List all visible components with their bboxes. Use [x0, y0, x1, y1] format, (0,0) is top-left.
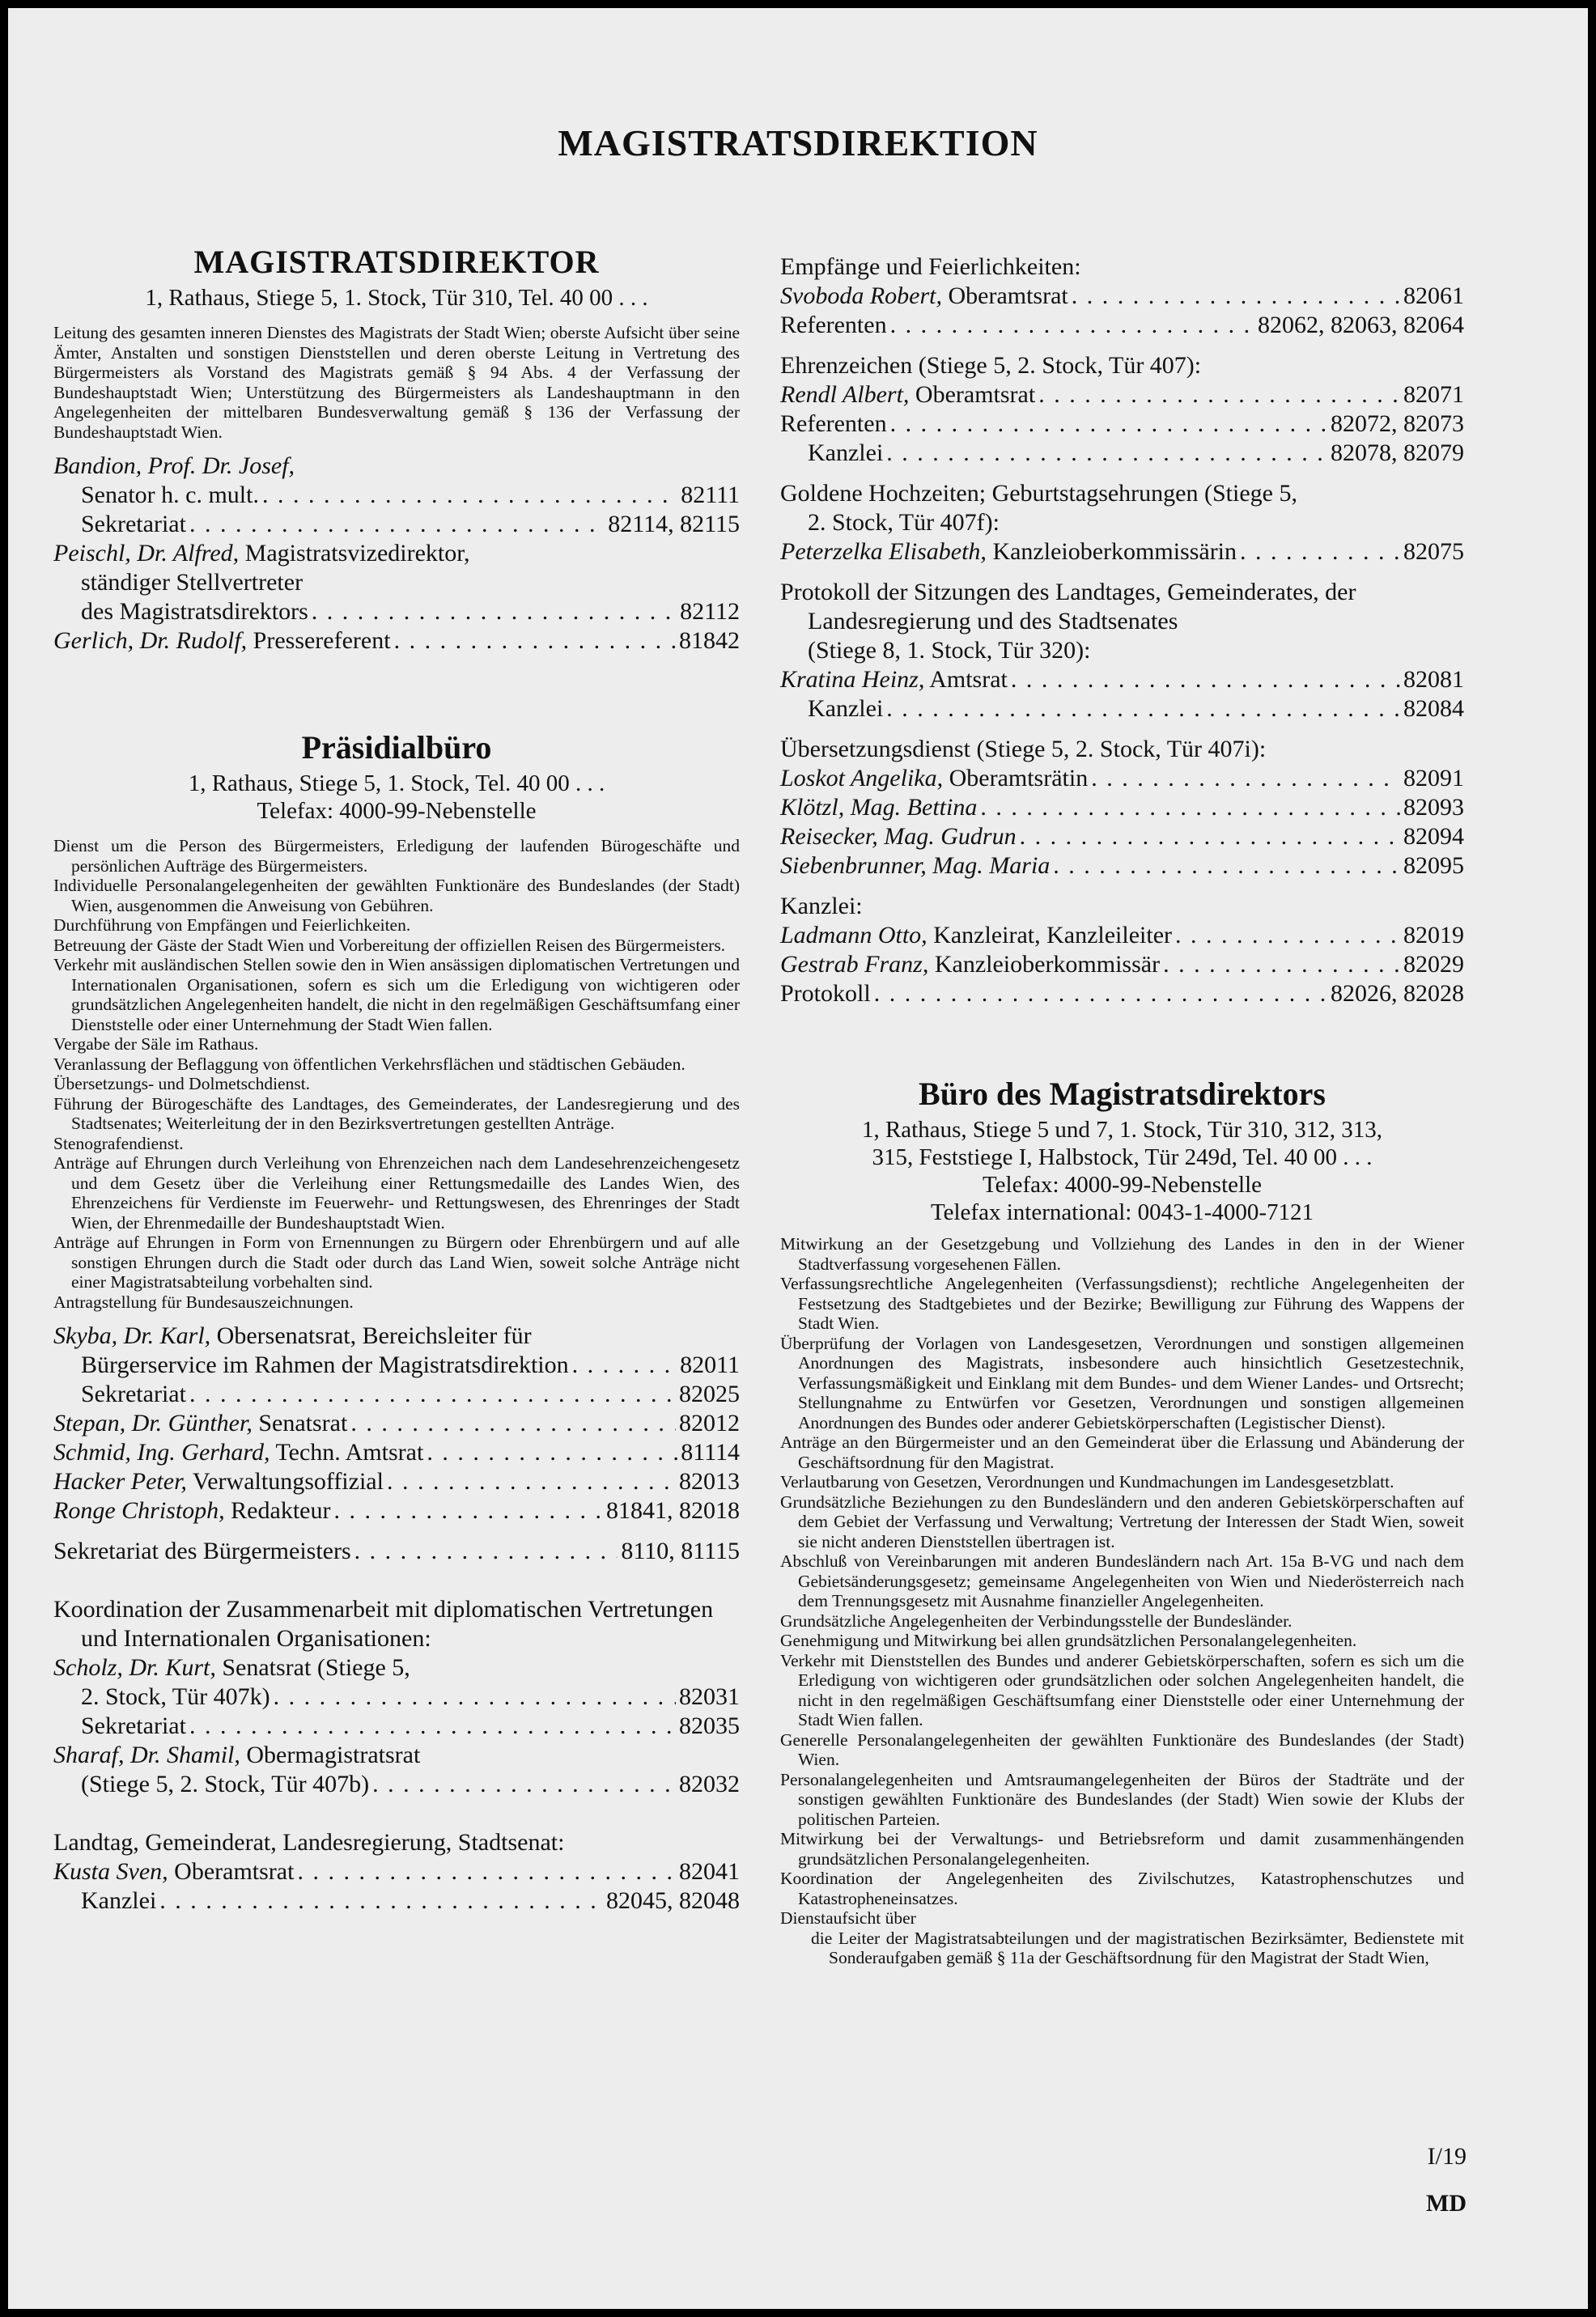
entry-row [780, 950, 1464, 979]
description-item: Vergabe der Säle im Rathaus. [53, 1034, 259, 1054]
description-item: Individuelle Personalangelegenheiten der gewählten Funktionäre des Bundeslandes (der Stadt) Wien, ausgenommen die Anweisung von Gebühren. [53, 876, 740, 915]
dot-leader [874, 979, 1327, 1008]
phone-extension: 82025 [679, 1381, 740, 1407]
entry-row [780, 537, 1464, 567]
entry-row [780, 665, 1464, 694]
entry-label [53, 626, 391, 656]
description-item: Dienst um die Person des Bürgermeisters, Erledigung der laufenden Bürogeschäfte und persönlichen Aufträge des Bürgermeisters. [53, 836, 740, 876]
entry-label: Kanzlei [81, 1887, 157, 1914]
subsection-heading: Goldene Hochzeiten; Geburtstagsehrungen (Stiege 5, [780, 480, 1297, 507]
person-name: Svoboda Robert, [780, 282, 942, 309]
entry-row [53, 1438, 740, 1467]
dot-leader [297, 1857, 676, 1886]
address: 1, Rathaus, Stiege 5, 1. Stock, Tel. 40 00 . . . [188, 770, 605, 796]
description [780, 1234, 1464, 1968]
person-name: Peterzelka Elisabeth, [780, 538, 987, 565]
phone-extension: 82029 [1403, 951, 1464, 978]
entry-label [53, 1438, 423, 1467]
address: 1, Rathaus, Stiege 5, 1. Stock, Tür 310, Tel. 40 00 . . . [145, 285, 648, 311]
description-item: Grundsätzliche Angelegenheiten der Verbindungsstelle der Bundesländer. [780, 1610, 1293, 1631]
phone-extension: 82094 [1403, 823, 1464, 850]
entry-label: Protokoll [780, 980, 871, 1007]
entry-row [53, 626, 740, 656]
person-name: Klötzl, Mag. Bettina [780, 794, 978, 821]
entry-label [53, 1467, 384, 1496]
person-role: Oberamtsrat [909, 381, 1036, 408]
phone-extension: 82011 [680, 1352, 740, 1378]
person-name: Scholz, Dr. Kurt, [53, 1654, 216, 1681]
phone-extension: 82013 [679, 1468, 740, 1495]
dot-leader [1240, 537, 1400, 567]
dot-leader [189, 1380, 676, 1409]
entry-label [780, 380, 1035, 410]
phone-extension: 82075 [1403, 538, 1464, 565]
person-role: Pressereferent [247, 627, 391, 654]
person-name: Ronge Christoph, [53, 1497, 225, 1524]
subsection-heading: 2. Stock, Tür 407f): [808, 509, 1000, 536]
entry-role: ständiger Stellvertreter [81, 569, 303, 596]
description-item: Mitwirkung an der Gesetzgebung und Vollziehung des Landes in den in der Wiener Stadtverfassung vorgesehenen Fällen. [780, 1234, 1464, 1274]
person-name: Siebenbrunner, Mag. Maria [780, 852, 1051, 879]
description [53, 323, 740, 442]
phone-extension: 82062, 82063, 82064 [1258, 312, 1464, 338]
entry-label: des Magistratsdirektors [81, 598, 308, 625]
section-heading-buero-magistratsdirektor: Büro des Magistratsdirektors [919, 1076, 1326, 1112]
description-item: Grundsätzliche Beziehungen zu den Bundesländern und den anderen Gebietskörperschaften auf dem Gebiet der Verfassung und Verwaltung; Vertretung der Interessen der Stadt Wien, soweit sie nicht anderen Dienststellen übertragen ist. [780, 1492, 1464, 1551]
entry-label [780, 921, 1172, 950]
description-item: Verfassungsrechtliche Angelegenheiten (Verfassungsdienst); rechtliche Angelegenheiten der Festsetzung des Stadtgebietes und der Bezirke; Bewilligung zur Führung des Wappens der Stadt Wien. [780, 1274, 1464, 1333]
entry-label: 2. Stock, Tür 407k) [81, 1683, 270, 1710]
phone-extension: 82081 [1403, 666, 1464, 693]
dot-leader [1175, 921, 1400, 950]
entry-name [53, 539, 740, 568]
description-item: Personalangelegenheiten und Amtsraumangelegenheiten der Büros der Stadträte und der sonstigen gewählten Funktionäre des Bundeslandes (der Stadt) Wien sowie der Klubs der politischen Parteien. [780, 1769, 1464, 1829]
person-name: Kratina Heinz, [780, 666, 925, 693]
phone-extension: 82031 [679, 1683, 740, 1710]
subsection-heading: (Stiege 8, 1. Stock, Tür 320): [808, 637, 1091, 664]
entry-name [53, 1322, 740, 1351]
dot-leader [1163, 950, 1400, 979]
person-role: Verwaltungsoffizial [186, 1468, 384, 1495]
entry-row [53, 481, 740, 510]
person-role: Oberamtsrat [941, 282, 1068, 309]
person-role: Obermagistratsrat [240, 1742, 421, 1768]
person-name: Skyba, Dr. Karl, [53, 1322, 211, 1349]
phone-extension: 82019 [1403, 922, 1464, 948]
description-item: Koordination der Angelegenheiten des Zivilschutzes, Katastrophenschutzes und Katastropheneinsatzes. [780, 1869, 1464, 1908]
dot-leader [572, 1351, 677, 1380]
dot-leader [333, 1496, 603, 1526]
phone-extension: 82091 [1403, 765, 1464, 791]
phone-extension: 81841, 82018 [606, 1497, 740, 1524]
phone-extension: 82035 [679, 1712, 740, 1739]
dot-leader [1091, 764, 1400, 793]
dot-leader [262, 481, 677, 510]
person-name: Reisecker, Mag. Gudrun [780, 823, 1017, 850]
phone-extension: 82084 [1403, 695, 1464, 722]
entry-row [53, 1409, 740, 1438]
description-item: Überprüfung der Vorlagen von Landesgesetzen, Verordnungen und sonstigen allgemeinen Anordnungen des Magistrats, insbesondere auch hinsichtlich Gesetzestechnik, Verfassungsmäßigkeit und Einklang mit dem Bundes- und dem Wiener Landes- und Ortsrecht; Stellungnahme zu Entwürfen vor Gesetzen, Verordnungen und sonstigen allgemeinen Anordnungen des Bundes oder anderer Gebietskörperschaften (Legistischer Dienst). [780, 1333, 1464, 1432]
dot-leader [350, 1409, 676, 1438]
description-item: Anträge auf Ehrungen in Form von Ernennungen zu Bürgern oder Ehrenbürgern und auf alle sonstigen Ehrungen durch die Stadt oder durch das Land Wien, soweit solche Anträge nicht einer Magistratsabteilung vorbehalten sind. [53, 1233, 740, 1292]
dot-leader [189, 510, 605, 539]
dot-leader [1038, 380, 1400, 410]
description-item: Führung der Bürogeschäfte des Landtages, des Gemeinderates, der Landesregierung und des Stadtsenates; Weiterleitung der in den Bezirksvertretungen gestellten Anträge. [53, 1093, 740, 1133]
person-role: Redakteur [224, 1497, 331, 1524]
entry-label [780, 851, 1050, 881]
dot-leader [886, 439, 1327, 468]
description-item: Stenografendienst. [53, 1133, 184, 1153]
person-role: Oberamtsrätin [943, 765, 1089, 791]
dot-leader [387, 1467, 676, 1496]
entry-label: Referenten [780, 410, 887, 437]
person-name: Gerlich, Dr. Rudolf, [53, 627, 248, 654]
person-role: Senatsrat [252, 1410, 348, 1436]
directory-entries [780, 252, 1464, 1008]
dot-leader [354, 1537, 618, 1566]
entry-label [780, 665, 1008, 694]
directory-entries [53, 452, 740, 656]
directory-entries [53, 1322, 740, 1916]
entry-label: Kanzlei [808, 439, 884, 466]
entry-name [53, 452, 740, 481]
description-item: Verkehr mit ausländischen Stellen sowie den in Wien ansässigen diplomatischen Vertretungen und Internationalen Organisationen, sofern es sich um die Erledigung von wichtigeren oder grundsätzlichen Angelegenheiten handelt, die nicht in den regelmäßigen Geschäftsumfang einer Dienststelle oder einer Unternehmung der Stadt Wien fallen. [53, 955, 740, 1034]
person-name: Schmid, Ing. Gerhard, [53, 1439, 270, 1466]
entry-row [780, 311, 1464, 340]
right-column [780, 252, 1464, 1978]
description-item: Genehmigung und Mitwirkung bei allen grundsätzlichen Personalangelegenheiten. [780, 1631, 1357, 1650]
section-code: MD [1426, 2190, 1467, 2217]
entry-row [53, 1712, 740, 1741]
person-name: Sharaf, Dr. Shamil, [53, 1742, 240, 1768]
left-column [53, 243, 740, 1916]
phone-extension: 82045, 82048 [606, 1887, 740, 1914]
entry-label: Sekretariat [81, 1712, 186, 1739]
phone-extension: 82071 [1403, 381, 1464, 408]
dot-leader [1011, 665, 1400, 694]
phone-extension: 82032 [679, 1771, 740, 1797]
telefax-international: Telefax international: 0043-1-4000-7121 [930, 1199, 1314, 1225]
subsection-heading: Empfänge und Feierlichkeiten: [780, 253, 1081, 280]
entry-label: Sekretariat [81, 511, 186, 537]
person-role: Amtsrat [924, 666, 1008, 693]
entry-label [780, 950, 1160, 979]
description-item: Antragstellung für Bundesauszeichnungen. [53, 1292, 354, 1312]
entry-row [780, 282, 1464, 311]
person-name: Hacker Peter, [53, 1468, 187, 1495]
phone-extension: 82061 [1403, 282, 1464, 309]
entry-label: Sekretariat [81, 1381, 186, 1407]
description-item: Anträge auf Ehrungen durch Verleihung von Ehrenzeichen nach dem Landesehrenzeichengesetz und dem Gesetz über die Verleihung einer Rettungsmedaille des Landes Wien, des Ehrenzeichens für Verdienste im Feuerwehr- und Rettungswesen, des Ehrenringes der Stadt Wien, der Ehrenmedaille der Bundeshauptstadt Wien. [53, 1153, 740, 1233]
dot-leader [189, 1712, 676, 1741]
person-role: Magistratsvizedirektor, [239, 540, 470, 567]
phone-extension: 82078, 82079 [1331, 439, 1464, 466]
dot-leader [890, 311, 1254, 340]
person-name: Bandion, Prof. Dr. Josef, [53, 452, 295, 479]
dot-leader [890, 410, 1327, 439]
entry-row [780, 380, 1464, 410]
entry-row [53, 1496, 740, 1526]
entry-label: Referenten [780, 312, 887, 338]
description-item: Mitwirkung bei der Verwaltungs- und Betriebsreform und damit zusammenhängenden grundsätzlichen Personalangelegenheiten. [780, 1829, 1464, 1869]
entry-row [53, 1683, 740, 1712]
dot-leader [372, 1770, 676, 1799]
entry-row [53, 1467, 740, 1496]
person-role: Senatsrat (Stiege 5, [215, 1654, 410, 1681]
entry-row [53, 1857, 740, 1886]
phone-extension: 82012 [679, 1410, 740, 1436]
dot-leader [1072, 282, 1400, 311]
phone-extension: 82026, 82028 [1331, 980, 1464, 1007]
person-role: Techn. Amtsrat [270, 1439, 424, 1466]
subsection-heading: Landtag, Gemeinderat, Landesregierung, Stadtsenat: [53, 1829, 565, 1856]
description-item: Verkehr mit Dienststellen des Bundes und anderer Gebietskörperschaften, sofern es sich um die Erledigung von wichtigeren oder grundsätzlichen oder solchen Angelegenheiten handelt, die nicht in den regelmäßigen Geschäftsumfang einer Dienststelle oder einer Unternehmung der Stadt Wien fallen. [780, 1650, 1464, 1729]
entry-row [780, 921, 1464, 950]
description-item: Anträge an den Bürgermeister und an den Gemeinderat über die Erlassung und Abänderung der Geschäftsordnung für den Magistrat. [780, 1432, 1464, 1472]
person-role: Kanzleioberkommissärin [986, 538, 1237, 565]
person-name: Kusta Sven, [53, 1858, 168, 1885]
entry-row [780, 410, 1464, 439]
entry-label: Sekretariat des Bürgermeisters [53, 1538, 351, 1564]
subsection-heading: Kanzlei: [780, 893, 863, 919]
address: 315, Feststiege I, Halbstock, Tür 249d, Tel. 40 00 . . . [872, 1144, 1373, 1170]
person-name: Gestrab Franz, [780, 951, 929, 978]
person-name: Peischl, Dr. Alfred, [53, 540, 240, 567]
description-item: Abschluß von Vereinbarungen mit anderen Bundesländern nach Art. 15a B-VG und nach dem Gebietsänderungsgesetz; gemeinsame Angelegenheiten von Wien und Niederösterreich nach dem Trennungsgesetz mit Ausnahme finanzieller Angelegenheiten. [780, 1551, 1464, 1610]
entry-row [53, 597, 740, 626]
description-item: Durchführung von Empfängen und Feierlichkeiten. [53, 915, 411, 935]
dot-leader [274, 1683, 676, 1712]
subsection-heading: Übersetzungsdienst (Stiege 5, 2. Stock, Tür 407i): [780, 736, 1267, 762]
description [53, 836, 740, 1312]
entry-row [53, 510, 740, 539]
address: 1, Rathaus, Stiege 5 und 7, 1. Stock, Tür 310, 312, 313, [861, 1117, 1383, 1143]
dot-leader [394, 626, 676, 656]
entry-row [53, 1886, 740, 1916]
entry-label: (Stiege 5, 2. Stock, Tür 407b) [81, 1771, 370, 1797]
entry-row [780, 439, 1464, 468]
entry-label [53, 1409, 347, 1438]
dot-leader [980, 793, 1400, 822]
dot-leader [159, 1886, 603, 1916]
person-name: Stepan, Dr. Günther, [53, 1410, 253, 1436]
dot-leader [1053, 851, 1400, 881]
phone-extension: 82112 [680, 598, 740, 625]
entry-label [53, 1496, 330, 1526]
section-heading-praesidialbuero: Präsidialbüro [301, 729, 492, 766]
entry-label [53, 1857, 294, 1886]
entry-row [53, 1380, 740, 1409]
entry-row [780, 822, 1464, 851]
entry-row [780, 694, 1464, 724]
subsection-heading: Koordination der Zusammenarbeit mit diplomatischen Vertretungen und Internationalen Organisationen: [53, 1596, 714, 1652]
entry-label [780, 537, 1237, 567]
description-item: Leitung des gesamten inneren Dienstes des Magistrats der Stadt Wien; oberste Aufsicht über seine Ämter, Anstalten und sonstigen Dienststellen und deren oberste Leitung in Vertretung des Bürgermeisters als Vorstand des Magistrats gemäß § 94 Abs. 4 der Verfassung der Bundeshauptstadt Wien; Unterstützung des Bürgermeisters als Landeshauptmann in den Angelegenheiten der mittelbaren Bundesverwaltung gemäß § 136 der Verfassung der Bundeshauptstadt Wien. [53, 323, 740, 442]
entry-row [780, 851, 1464, 881]
dot-leader [312, 597, 677, 626]
entry-row [53, 1537, 740, 1566]
phone-extension: 82072, 82073 [1331, 410, 1464, 437]
entry-label [780, 793, 977, 822]
telefax: Telefax: 4000-99-Nebenstelle [982, 1172, 1263, 1198]
entry-row [780, 764, 1464, 793]
description-item: Veranlassung der Beflaggung von öffentlichen Verkehrsflächen und städtischen Gebäuden. [53, 1054, 686, 1074]
dot-leader [886, 694, 1400, 724]
page-title: MAGISTRATSDIREKTION [558, 122, 1038, 163]
entry-row [780, 979, 1464, 1008]
phone-extension: 81114 [681, 1439, 740, 1466]
entry-row [780, 793, 1464, 822]
person-role: Obersenatsrat, Bereichsleiter für [210, 1322, 532, 1349]
page-number: I/19 [1427, 2143, 1467, 2170]
person-name: Loskot Angelika, [780, 765, 944, 791]
description-item: Verlautbarung von Gesetzen, Verordnungen und Kundmachungen im Landesgesetzblatt. [780, 1472, 1394, 1492]
phone-extension: 81842 [679, 627, 740, 654]
description-item: Betreuung der Gäste der Stadt Wien und Vorbereitung der offiziellen Reisen des Bürgermeisters. [53, 935, 726, 955]
phone-extension: 82114, 82115 [608, 511, 740, 537]
person-role: Kanzleirat, Kanzleileiter [927, 922, 1173, 948]
subsection-heading: Ehrenzeichen (Stiege 5, 2. Stock, Tür 407): [780, 352, 1202, 379]
phone-extension: 82093 [1403, 794, 1464, 821]
entry-row [53, 1351, 740, 1380]
person-name: Ladmann Otto, [780, 922, 927, 948]
entry-label: Senator h. c. mult. [81, 482, 259, 508]
entry-label: Bürgerservice im Rahmen der Magistratsdirektion [81, 1352, 569, 1378]
entry-label [780, 282, 1068, 311]
person-role: Oberamtsrat [168, 1858, 295, 1885]
phone-extension: 82095 [1403, 852, 1464, 879]
entry-label: Kanzlei [808, 695, 884, 722]
person-name: Rendl Albert, [780, 381, 910, 408]
phone-extension: 82111 [681, 482, 740, 508]
dot-leader [1020, 822, 1400, 851]
description-item: Dienstaufsicht über [780, 1908, 916, 1928]
section-heading-magistratsdirektor: MAGISTRATSDIREKTOR [193, 244, 600, 280]
person-role: Kanzleioberkommissär [928, 951, 1161, 978]
entry-row [53, 1770, 740, 1799]
subsection-heading: Protokoll der Sitzungen des Landtages, Gemeinderates, der Landesregierung und des Stadtsenates [780, 579, 1356, 634]
entry-name [53, 1653, 740, 1683]
dot-leader [427, 1438, 677, 1467]
phone-extension: 8110, 81115 [621, 1538, 740, 1564]
telefax: Telefax: 4000-99-Nebenstelle [257, 798, 537, 824]
description-item: die Leiter der Magistratsabteilungen und der magistratischen Bezirksämter, Bedienstete mit Sonderaufgaben gemäß § 11a der Geschäftsordnung für den Magistrat der Stadt Wien, [811, 1928, 1464, 1967]
phone-extension: 82041 [679, 1858, 740, 1885]
entry-name [53, 1741, 740, 1770]
description-item: Generelle Personalangelegenheiten der gewählten Funktionäre des Bundeslandes (der Stadt) Wien. [780, 1729, 1464, 1769]
entry-label [780, 764, 1088, 793]
description-item: Übersetzungs- und Dolmetschdienst. [53, 1074, 311, 1093]
entry-label [780, 822, 1017, 851]
